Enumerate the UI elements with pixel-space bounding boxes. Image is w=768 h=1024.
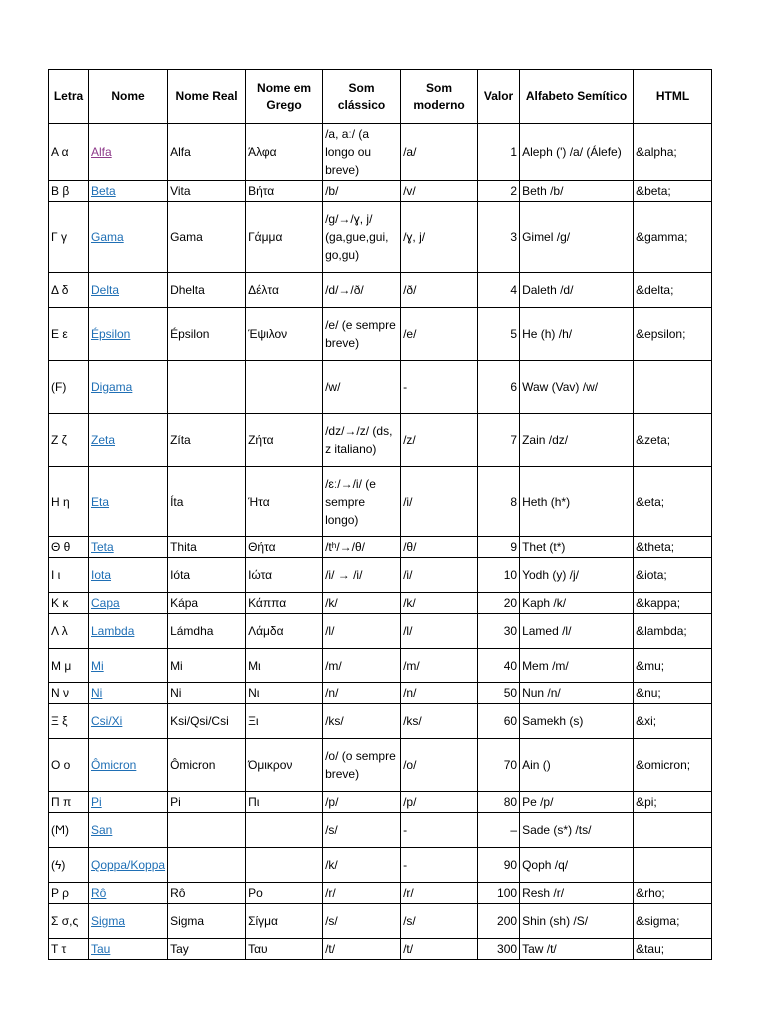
cell-nome-grego: Βήτα (246, 181, 323, 202)
cell-nome-real: Zíta (168, 414, 246, 467)
cell-som-classico: /ɛː/→/i/ (e sempre longo) (323, 467, 401, 537)
letter-name-link[interactable]: Tau (91, 942, 111, 956)
cell-nome-real: Thita (168, 537, 246, 558)
header-som-moderno: Som moderno (401, 70, 478, 124)
cell-nome (89, 537, 168, 558)
table-row (49, 883, 712, 904)
cell-html: &omicron; (634, 739, 712, 792)
cell-som-moderno: /ks/ (401, 704, 478, 739)
cell-som-classico: /s/ (323, 904, 401, 939)
cell-nome (89, 467, 168, 537)
cell-nome-grego: Έψιλον (246, 308, 323, 361)
cell-som-classico: /t/ (323, 939, 401, 960)
letter-name-link[interactable]: Zeta (91, 433, 116, 447)
cell-som-moderno: /p/ (401, 792, 478, 813)
cell-nome (89, 704, 168, 739)
letter-name-link[interactable]: Lambda (91, 624, 135, 638)
cell-som-classico: /n/ (323, 683, 401, 704)
cell-nome-grego: Θήτα (246, 537, 323, 558)
cell-nome-real: Kápa (168, 593, 246, 614)
cell-nome-real: Ksi/Qsi/Csi (168, 704, 246, 739)
header-som-classico: Som clássico (323, 70, 401, 124)
cell-nome (89, 683, 168, 704)
cell-som-classico: /b/ (323, 181, 401, 202)
cell-nome-grego: Ταυ (246, 939, 323, 960)
letter-name-link[interactable]: Alfa (91, 145, 112, 159)
cell-alfabeto-semitico: Kaph /k/ (520, 593, 634, 614)
table-row (49, 704, 712, 739)
letter-name-link[interactable]: Qoppa/Koppa (91, 858, 166, 872)
cell-alfabeto-semitico: Pe /p/ (520, 792, 634, 813)
cell-nome (89, 202, 168, 273)
cell-valor: – (478, 813, 520, 848)
cell-som-moderno: /θ/ (401, 537, 478, 558)
cell-nome-grego: Πι (246, 792, 323, 813)
cell-nome-grego: Άλφα (246, 124, 323, 181)
cell-nome-grego: Ξι (246, 704, 323, 739)
cell-som-moderno: /e/ (401, 308, 478, 361)
table-row (49, 739, 712, 792)
cell-som-moderno: /n/ (401, 683, 478, 704)
table-row (49, 593, 712, 614)
cell-letra: Ι ι (49, 558, 89, 593)
cell-som-classico: /k/ (323, 593, 401, 614)
cell-nome-real: Épsilon (168, 308, 246, 361)
cell-nome-grego (246, 361, 323, 414)
cell-alfabeto-semitico: Daleth /d/ (520, 273, 634, 308)
cell-nome-grego: Μι (246, 649, 323, 683)
table-row (49, 614, 712, 649)
cell-nome (89, 792, 168, 813)
cell-letra: Ζ ζ (49, 414, 89, 467)
header-nome-real: Nome Real (168, 70, 246, 124)
cell-nome-real: Mi (168, 649, 246, 683)
cell-letra: Κ κ (49, 593, 89, 614)
cell-alfabeto-semitico: Heth (h*) (520, 467, 634, 537)
cell-alfabeto-semitico: Sade (s*) /ts/ (520, 813, 634, 848)
table-row (49, 848, 712, 883)
cell-nome-grego (246, 813, 323, 848)
cell-letra: Ρ ρ (49, 883, 89, 904)
cell-nome (89, 614, 168, 649)
table-row (49, 361, 712, 414)
cell-nome (89, 558, 168, 593)
cell-som-classico: /r/ (323, 883, 401, 904)
letter-name-link[interactable]: Gama (91, 230, 124, 244)
cell-valor: 60 (478, 704, 520, 739)
cell-valor: 9 (478, 537, 520, 558)
cell-html: &kappa; (634, 593, 712, 614)
cell-som-classico: /ks/ (323, 704, 401, 739)
cell-nome-grego: Ζήτα (246, 414, 323, 467)
table-row (49, 792, 712, 813)
cell-letra: Ε ε (49, 308, 89, 361)
cell-alfabeto-semitico: Gimel /g/ (520, 202, 634, 273)
cell-som-moderno: /z/ (401, 414, 478, 467)
cell-letra: Ν ν (49, 683, 89, 704)
cell-nome (89, 739, 168, 792)
cell-letra: (Ϻ) (49, 813, 89, 848)
cell-valor: 80 (478, 792, 520, 813)
cell-valor: 30 (478, 614, 520, 649)
cell-alfabeto-semitico: Shin (sh) /S/ (520, 904, 634, 939)
letter-name-link[interactable]: Iota (91, 568, 112, 582)
letter-name-link[interactable]: San (91, 823, 113, 837)
cell-som-moderno: /i/ (401, 467, 478, 537)
cell-letra: Μ μ (49, 649, 89, 683)
cell-som-classico: /dz/→/z/ (ds, z italiano) (323, 414, 401, 467)
table-row (49, 202, 712, 273)
cell-som-classico: /m/ (323, 649, 401, 683)
cell-nome-grego: Κάππα (246, 593, 323, 614)
cell-html: &theta; (634, 537, 712, 558)
cell-valor: 50 (478, 683, 520, 704)
cell-som-moderno: /a/ (401, 124, 478, 181)
cell-nome-real (168, 848, 246, 883)
cell-letra: Δ δ (49, 273, 89, 308)
cell-alfabeto-semitico: Qoph /q/ (520, 848, 634, 883)
cell-som-classico: /p/ (323, 792, 401, 813)
cell-nome-real: Lámdha (168, 614, 246, 649)
cell-nome-real: Ômicron (168, 739, 246, 792)
cell-alfabeto-semitico: Aleph (') /a/ (Álefe) (520, 124, 634, 181)
cell-nome (89, 308, 168, 361)
cell-valor: 3 (478, 202, 520, 273)
letter-name-link[interactable]: Capa (91, 596, 120, 610)
cell-som-classico: /o/ (o sempre breve) (323, 739, 401, 792)
cell-valor: 40 (478, 649, 520, 683)
cell-html: &gamma; (634, 202, 712, 273)
cell-letra: Γ γ (49, 202, 89, 273)
cell-nome-grego: Σίγμα (246, 904, 323, 939)
cell-valor: 100 (478, 883, 520, 904)
cell-nome (89, 361, 168, 414)
cell-nome (89, 939, 168, 960)
cell-letra: Ξ ξ (49, 704, 89, 739)
letter-name-link[interactable]: Eta (91, 494, 110, 509)
cell-letra: Θ θ (49, 537, 89, 558)
cell-som-classico: /e/ (e sempre breve) (323, 308, 401, 361)
cell-nome-grego: Λάμδα (246, 614, 323, 649)
cell-nome-grego: Ιώτα (246, 558, 323, 593)
table-row (49, 939, 712, 960)
cell-alfabeto-semitico: Zain /dz/ (520, 414, 634, 467)
cell-som-classico: /a, aː/ (a longo ou breve) (323, 124, 401, 181)
cell-html: &rho; (634, 883, 712, 904)
cell-html (634, 361, 712, 414)
cell-som-moderno: /i/ (401, 558, 478, 593)
letter-name-link[interactable]: Épsilon (91, 327, 131, 341)
letter-name-link[interactable]: Rô (91, 886, 107, 900)
table-row (49, 904, 712, 939)
cell-som-moderno: /ð/ (401, 273, 478, 308)
cell-som-moderno: - (401, 361, 478, 414)
table-row (49, 124, 712, 181)
cell-nome-real: Sigma (168, 904, 246, 939)
cell-letra: Β β (49, 181, 89, 202)
cell-som-classico: /l/ (323, 614, 401, 649)
cell-som-classico: /s/ (323, 813, 401, 848)
cell-valor: 10 (478, 558, 520, 593)
cell-nome-real: Íta (168, 467, 246, 537)
cell-html: &eta; (634, 467, 712, 537)
cell-alfabeto-semitico: Lamed /l/ (520, 614, 634, 649)
table-row (49, 414, 712, 467)
letter-name-link[interactable]: Ômicron (91, 758, 137, 772)
cell-html: &xi; (634, 704, 712, 739)
letter-name-link[interactable]: Digama (91, 380, 133, 394)
cell-nome (89, 273, 168, 308)
cell-nome-real: Pi (168, 792, 246, 813)
letter-name-link[interactable]: Sigma (91, 914, 126, 928)
table-row (49, 308, 712, 361)
cell-html: &pi; (634, 792, 712, 813)
cell-html (634, 813, 712, 848)
cell-nome-grego: Νι (246, 683, 323, 704)
cell-som-moderno: - (401, 848, 478, 883)
cell-som-classico: /d/→/ð/ (323, 273, 401, 308)
cell-valor: 90 (478, 848, 520, 883)
cell-nome-grego: Ρο (246, 883, 323, 904)
table-row (49, 683, 712, 704)
cell-nome-real (168, 813, 246, 848)
cell-nome-real: Alfa (168, 124, 246, 181)
cell-som-moderno: /v/ (401, 181, 478, 202)
header-letra: Letra (49, 70, 89, 124)
cell-alfabeto-semitico: He (h) /h/ (520, 308, 634, 361)
cell-alfabeto-semitico: Thet (t*) (520, 537, 634, 558)
letter-name-link[interactable]: Csi/Xi (91, 714, 123, 728)
cell-som-moderno: /o/ (401, 739, 478, 792)
cell-valor: 7 (478, 414, 520, 467)
cell-valor: 1 (478, 124, 520, 181)
cell-valor: 5 (478, 308, 520, 361)
cell-nome-grego: Όμικρον (246, 739, 323, 792)
cell-letra: Η η (49, 467, 89, 537)
cell-nome (89, 124, 168, 181)
letter-name-link[interactable]: Mi (91, 658, 104, 673)
cell-nome-grego (246, 848, 323, 883)
cell-nome-grego: Δέλτα (246, 273, 323, 308)
cell-nome (89, 848, 168, 883)
cell-valor: 200 (478, 904, 520, 939)
cell-letra: (ϟ) (49, 848, 89, 883)
cell-som-moderno: /k/ (401, 593, 478, 614)
letter-name-link[interactable]: Delta (91, 283, 120, 297)
cell-html: &epsilon; (634, 308, 712, 361)
cell-som-classico: /w/ (323, 361, 401, 414)
cell-letra: Σ σ,ς (49, 904, 89, 939)
cell-som-classico: /g/→/ɣ, j/ (ga,gue,gui, go,gu) (323, 202, 401, 273)
cell-valor: 300 (478, 939, 520, 960)
cell-letra: Ο ο (49, 739, 89, 792)
cell-html: &alpha; (634, 124, 712, 181)
cell-nome-real: Dhelta (168, 273, 246, 308)
cell-nome-real: Ni (168, 683, 246, 704)
header-html: HTML (634, 70, 712, 124)
cell-letra: Α α (49, 124, 89, 181)
cell-nome (89, 593, 168, 614)
header-nome: Nome (89, 70, 168, 124)
cell-alfabeto-semitico: Taw /t/ (520, 939, 634, 960)
table-row (49, 537, 712, 558)
cell-nome-real (168, 361, 246, 414)
cell-som-moderno: /ɣ, j/ (401, 202, 478, 273)
cell-som-moderno: /l/ (401, 614, 478, 649)
cell-nome (89, 883, 168, 904)
cell-nome-real: Ióta (168, 558, 246, 593)
cell-html: &mu; (634, 649, 712, 683)
table-row (49, 558, 712, 593)
cell-som-moderno: - (401, 813, 478, 848)
cell-nome (89, 813, 168, 848)
cell-som-moderno: /m/ (401, 649, 478, 683)
cell-nome-real: Gama (168, 202, 246, 273)
cell-html: &iota; (634, 558, 712, 593)
letter-name-link[interactable]: Ni (91, 686, 103, 700)
cell-nome-real: Tay (168, 939, 246, 960)
cell-alfabeto-semitico: Mem /m/ (520, 649, 634, 683)
cell-alfabeto-semitico: Resh /r/ (520, 883, 634, 904)
cell-valor: 2 (478, 181, 520, 202)
table-row (49, 467, 712, 537)
cell-html: &lambda; (634, 614, 712, 649)
cell-alfabeto-semitico: Samekh (s) (520, 704, 634, 739)
cell-html: &beta; (634, 181, 712, 202)
cell-letra: Λ λ (49, 614, 89, 649)
greek-alphabet-table (48, 69, 712, 960)
header-nome-em-grego: Nome em Grego (246, 70, 323, 124)
cell-nome (89, 414, 168, 467)
cell-letra: (F) (49, 361, 89, 414)
letter-name-link[interactable]: Beta (91, 184, 116, 198)
cell-alfabeto-semitico: Yodh (y) /j/ (520, 558, 634, 593)
cell-valor: 8 (478, 467, 520, 537)
table-row (49, 649, 712, 683)
cell-alfabeto-semitico: Beth /b/ (520, 181, 634, 202)
cell-alfabeto-semitico: Waw (Vav) /w/ (520, 361, 634, 414)
cell-nome-grego: Ήτα (246, 467, 323, 537)
table-row (49, 273, 712, 308)
letter-name-link[interactable]: Teta (91, 540, 114, 554)
header-valor: Valor (478, 70, 520, 124)
cell-som-classico: /k/ (323, 848, 401, 883)
cell-html: &delta; (634, 273, 712, 308)
cell-valor: 4 (478, 273, 520, 308)
cell-html: &sigma; (634, 904, 712, 939)
cell-letra: Π π (49, 792, 89, 813)
cell-valor: 6 (478, 361, 520, 414)
cell-alfabeto-semitico: Nun /n/ (520, 683, 634, 704)
cell-som-classico: /i/ → /i/ (323, 558, 401, 593)
cell-nome (89, 181, 168, 202)
cell-nome-real: Vita (168, 181, 246, 202)
cell-som-moderno: /r/ (401, 883, 478, 904)
cell-nome-grego: Γάμμα (246, 202, 323, 273)
cell-html: &nu; (634, 683, 712, 704)
header-alfabeto-semitico: Alfabeto Semítico (520, 70, 634, 124)
cell-valor: 70 (478, 739, 520, 792)
letter-name-link[interactable]: Pi (91, 795, 102, 809)
cell-som-moderno: /s/ (401, 904, 478, 939)
cell-som-moderno: /t/ (401, 939, 478, 960)
cell-valor: 20 (478, 593, 520, 614)
cell-nome (89, 904, 168, 939)
table-row (49, 181, 712, 202)
cell-alfabeto-semitico: Ain () (520, 739, 634, 792)
cell-html: &zeta; (634, 414, 712, 467)
cell-nome (89, 649, 168, 683)
cell-html: &tau; (634, 939, 712, 960)
table-row (49, 813, 712, 848)
header-row (49, 70, 712, 124)
cell-html (634, 848, 712, 883)
cell-som-classico: /tʰ/→/θ/ (323, 537, 401, 558)
cell-nome-real: Rô (168, 883, 246, 904)
cell-letra: Τ τ (49, 939, 89, 960)
